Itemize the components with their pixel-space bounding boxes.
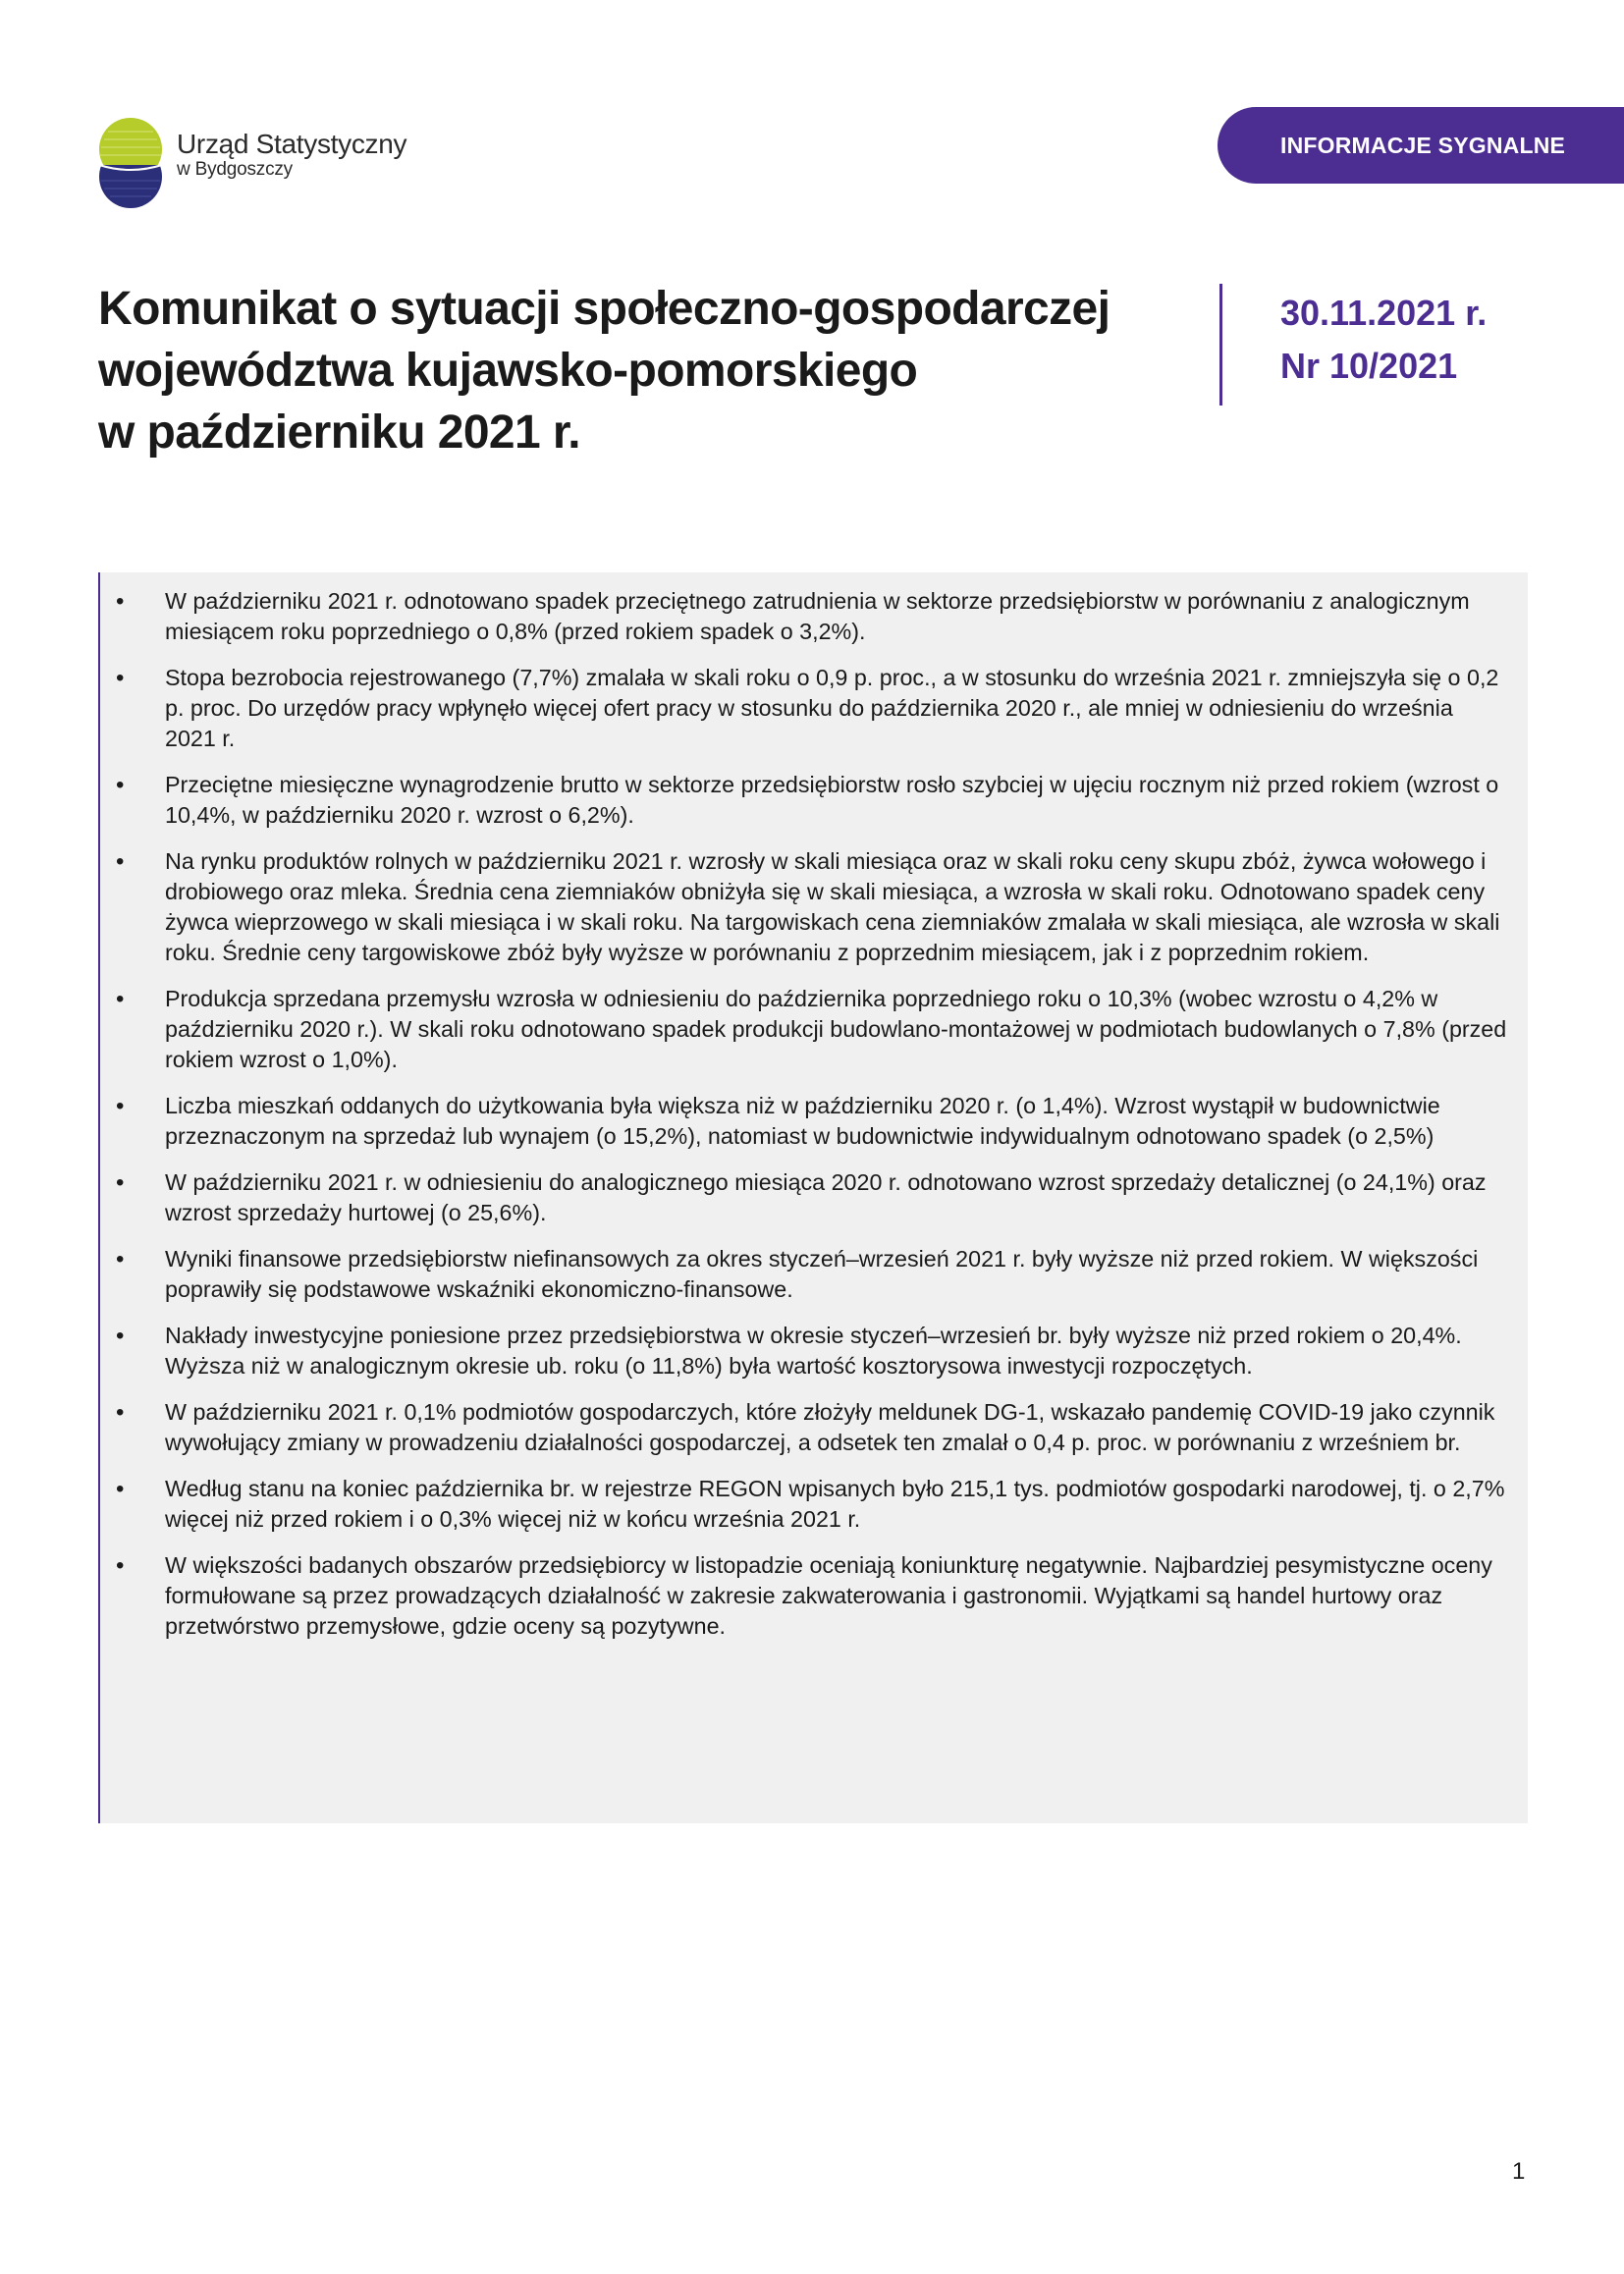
summary-bullet: • W większości badanych obszarów przedsiębiorcy w listopadzie oceniają koniunkturę negatywnie. Najbardziej pesymistyczne oceny formułowane są przez prowadzących działalność w zakresie zakwaterowania i gastronomii. Wyjątkami są handel hurtowy oraz przetwórstwo przemysłowe, gdzie oceny są pozytywne. [165,1550,1508,1642]
page-title [98,278,1178,463]
logo-text [177,130,406,181]
issue-number: Nr 10/2021 [1280,346,1458,386]
summary-bullet: • W październiku 2021 r. odnotowano spadek przeciętnego zatrudnienia w sektorze przedsiębiorstw w porównaniu z analogicznym miesiącem roku poprzedniego o 0,8% (przed rokiem spadek o 3,2%). [165,586,1508,647]
summary-bullet: • Wyniki finansowe przedsiębiorstw niefinansowych za okres styczeń–wrzesień 2021 r. były wyższe niż przed rokiem. W większości poprawiły się podstawowe wskaźniki ekonomiczno-finansowe. [165,1244,1508,1305]
logo-subtitle: w Bydgoszczy [177,159,293,180]
summary-list [165,586,1508,1642]
summary-bullet: • Nakłady inwestycyjne poniesione przez przedsiębiorstwa w okresie styczeń–wrzesień br. były wyższe niż przed rokiem o 20,4%. Wyższa niż w analogicznym okresie ub. roku (o 11,8%) była wartość kosztorysowa inwestycji rozpoczętych. [165,1321,1508,1381]
title-line-3: w październiku 2021 r. [98,406,581,459]
info-badge: INFORMACJE SYGNALNE [1218,107,1624,184]
summary-bullet: • Na rynku produktów rolnych w październiku 2021 r. wzrosły w skali miesiąca oraz w skali roku ceny skupu zbóż, żywca wołowego i drobiowego oraz mleka. Średnia cena ziemniaków obniżyła się w skali miesiąca, a wzrosła w skali roku. Odnotowano spadek ceny żywca wieprzowego w skali miesiąca i w skali roku. Na targowiskach cena ziemniaków zmalała w skali miesiąca, ale wzrosła w skali roku. Średnie ceny targowiskowe zbóż były wyższe w porównaniu z poprzednim miesiącem, jak i z poprzednim rokiem. [165,846,1508,968]
page-number: 1 [1512,2158,1526,2185]
summary-bullet: • Według stanu na koniec października br. w rejestrze REGON wpisanych było 215,1 tys. podmiotów gospodarki narodowej, tj. o 2,7% więcej niż przed rokiem i o 0,3% więcej niż w końcu września 2021 r. [165,1474,1508,1535]
date-block [1280,287,1487,393]
publication-date: 30.11.2021 r. [1280,293,1488,333]
summary-bullet: • W październiku 2021 r. w odniesieniu do analogicznego miesiąca 2020 r. odnotowano wzrost sprzedaży detalicznej (o 24,1%) oraz wzrost sprzedaży hurtowej (o 25,6%). [165,1167,1508,1228]
title-line-2: województwa kujawsko-pomorskiego [98,345,918,397]
title-line-1: Komunikat o sytuacji społeczno-gospodarczej [98,283,1110,335]
vertical-divider [1219,284,1222,406]
summary-bullet: • W październiku 2021 r. 0,1% podmiotów gospodarczych, które złożyły meldunek DG-1, wskazało pandemię COVID-19 jako czynnik wywołujący zmiany w prowadzeniu działalności gospodarczej, a odsetek ten zmalał o 0,4 p. proc. w porównaniu z wrześniem br. [165,1397,1508,1458]
logo-title: Urząd Statystyczny [177,129,407,159]
summary-bullet: • Produkcja sprzedana przemysłu wzrosła w odniesieniu do października poprzedniego roku o 10,3% (wobec wzrostu o 4,2% w październiku 2020 r.). W skali roku odnotowano spadek produkcji budowlano-montażowej w podmiotach budowlanych o 7,8% (przed rokiem wzrost o 1,0%). [165,984,1508,1075]
summary-box [98,572,1528,1823]
logo [98,114,406,210]
summary-bullet: • Przeciętne miesięczne wynagrodzenie brutto w sektorze przedsiębiorstw rosło szybciej w ujęciu rocznym niż przed rokiem (wzrost o 10,4%, w październiku 2020 r. wzrost o 6,2%). [165,770,1508,831]
summary-bullet: • Stopa bezrobocia rejestrowanego (7,7%) zmalała w skali roku o 0,9 p. proc., a w stosunku do września 2021 r. zmniejszyła się o 0,2 p. proc. Do urzędów pracy wpłynęło więcej ofert pracy w stosunku do października 2020 r., ale mniej w odniesieniu do września 2021 r. [165,663,1508,754]
logo-emblem-icon [98,114,163,210]
summary-bullet: • Liczba mieszkań oddanych do użytkowania była większa niż w październiku 2020 r. (o 1,4%). Wzrost wystąpił w budownictwie przeznaczonym na sprzedaż lub wynajem (o 15,2%), natomiast w budownictwie indywidualnym odnotowano spadek (o 2,5%) [165,1091,1508,1152]
